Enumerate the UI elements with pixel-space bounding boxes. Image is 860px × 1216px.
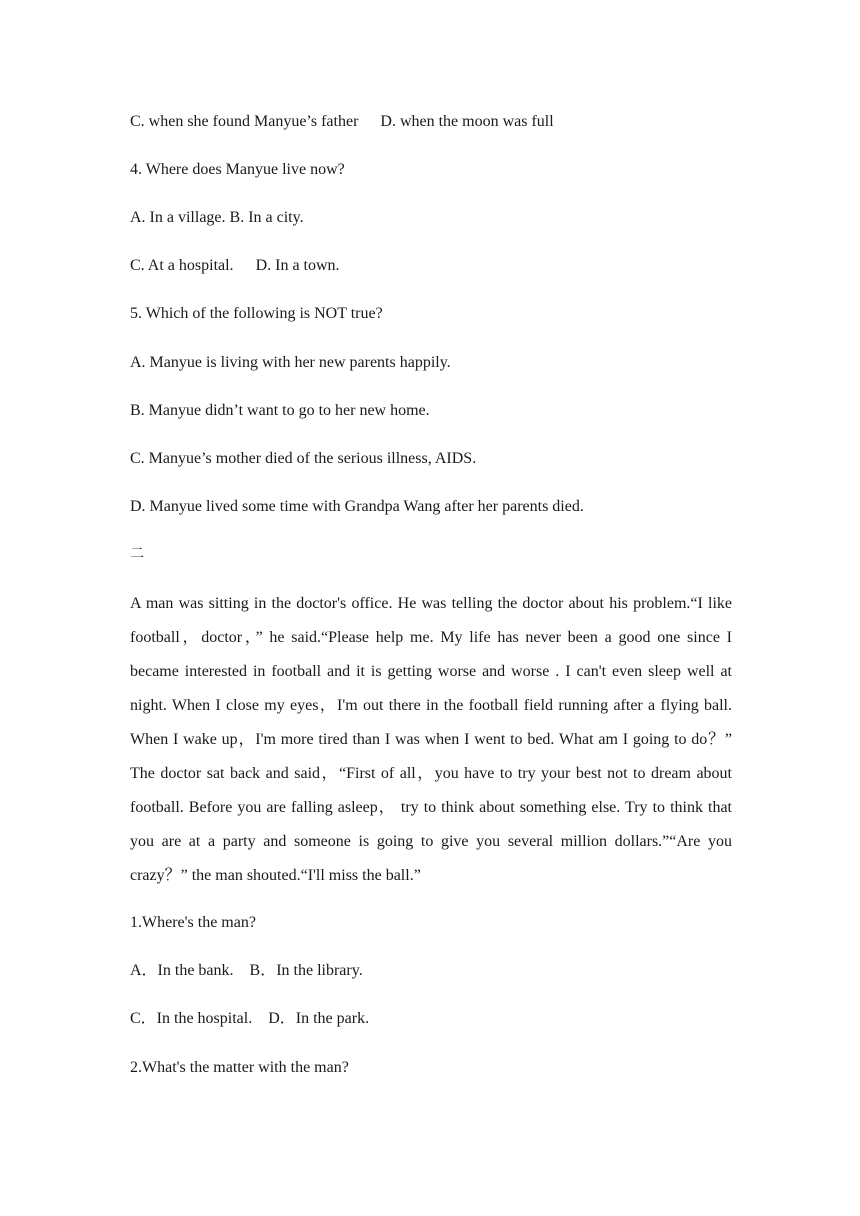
question-4: 4. Where does Manyue live now?	[130, 161, 345, 178]
question-2: 2.What's the matter with the man?	[130, 1059, 349, 1076]
q5-option-a: A. Manyue is living with her new parents happily.	[130, 354, 451, 371]
passage-text: A man was sitting in the doctor's office. He was telling the doctor about his problem.“I like football，doctor，” he said.“Please help me. My life has never been a good one since I became interested in football and it is getting worse and worse . I can't even sleep well at night. When I close my eyes，I'm out there in the football field running after a flying ball. When I wake up，I'm more tired than I was when I went to bed. What am I going to do？” The doctor sat back and said，“First of all，you have to try your best not to dream about football. Before you are falling asleep， try to think about something else. Try to think that you are at a party and someone is going to give you several million dollars.”“Are you crazy？” the man shouted.“I'll miss the ball.”	[130, 595, 732, 884]
q5-option-d: D. Manyue lived some time with Grandpa Wang after her parents died.	[130, 498, 584, 515]
q3-option-d: D. when the moon was full	[380, 113, 554, 130]
q4-option-c: C. At a hospital.	[130, 257, 234, 274]
q1-options-ab: A．In the bank. B．In the library.	[130, 962, 363, 979]
q4-options-ab: A. In a village. B. In a city.	[130, 209, 304, 226]
reading-passage	[130, 587, 732, 893]
question-4-options-cd	[130, 256, 340, 276]
section-mark: 二	[130, 546, 144, 562]
question-1: 1.Where's the man?	[130, 914, 256, 931]
q5-option-b: B. Manyue didn’t want to go to her new home.	[130, 402, 430, 419]
q1-options-cd: C．In the hospital. D．In the park.	[130, 1010, 370, 1027]
question-5: 5. Which of the following is NOT true?	[130, 305, 383, 322]
question-3-options-cd	[130, 112, 554, 132]
q3-option-c: C. when she found Manyue’s father	[130, 113, 359, 130]
q5-option-c: C. Manyue’s mother died of the serious illness, AIDS.	[130, 450, 477, 467]
q4-option-d: D. In a town.	[255, 257, 340, 274]
